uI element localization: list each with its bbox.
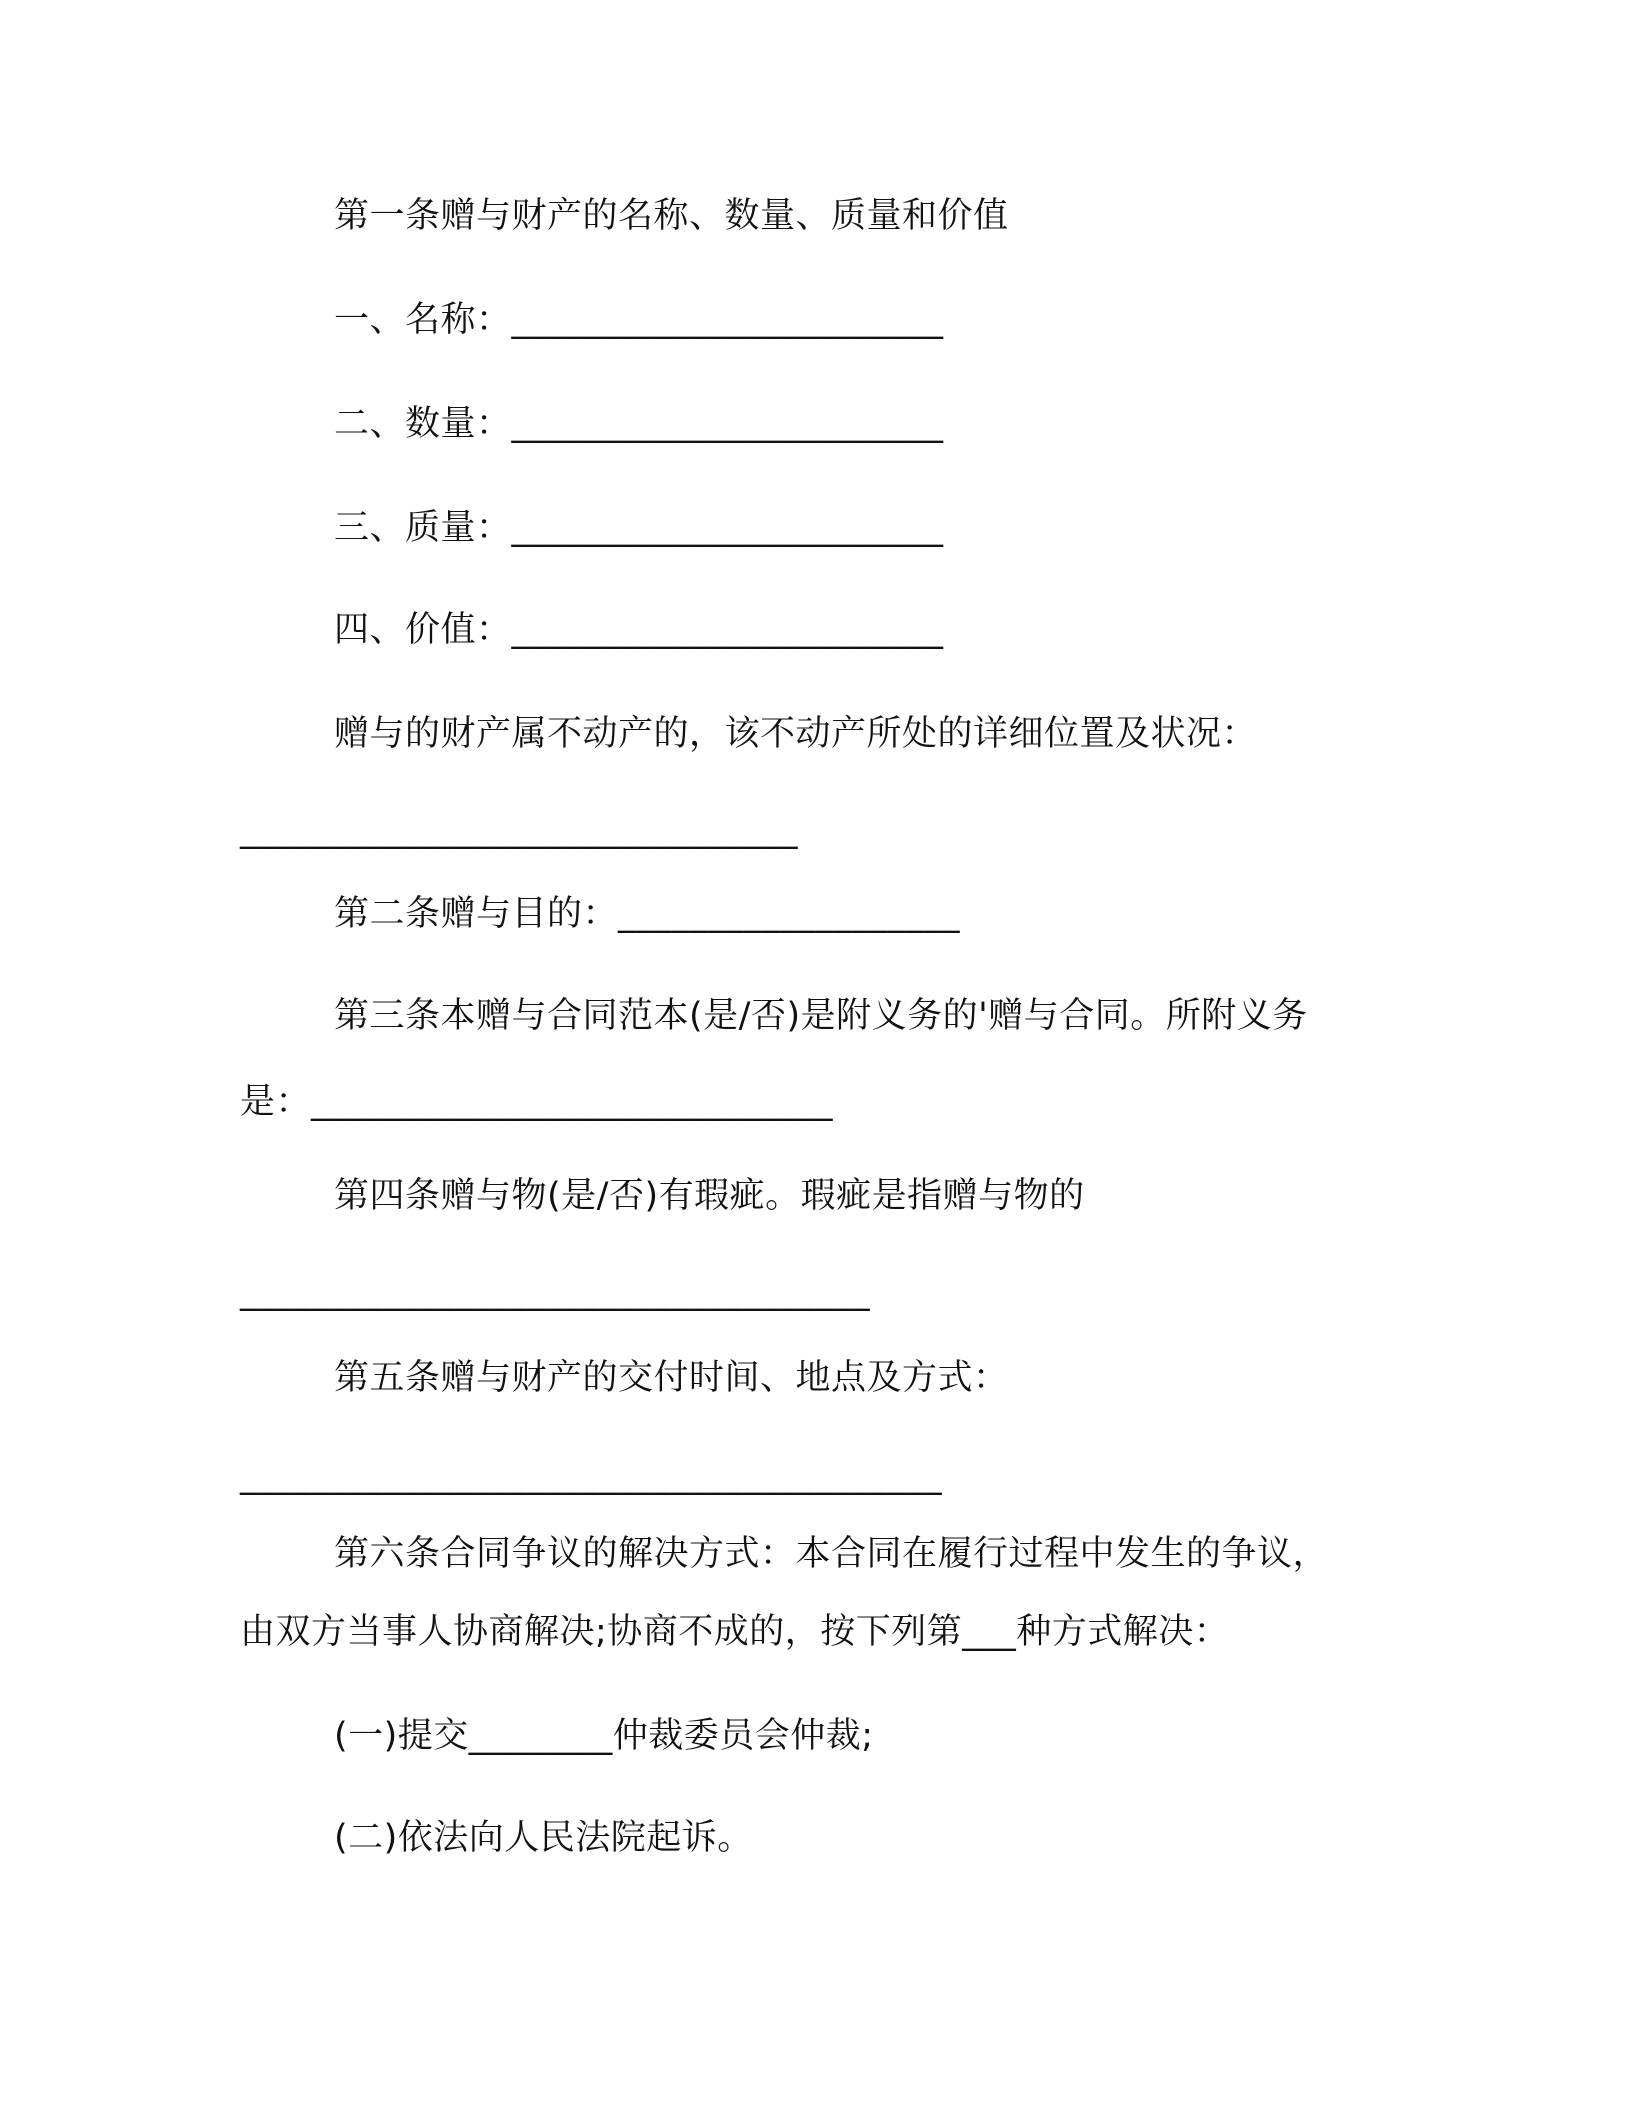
article-5-delivery-blank: _______________________________________ (240, 1456, 942, 1496)
real-estate-description: 赠与的财产属不动产的，该不动产所处的详细位置及状况： (334, 714, 1258, 754)
article-6-dispute: 第六条合同争议的解决方式：本合同在履行过程中发生的争议， (334, 1534, 1329, 1574)
option-arbitration: (一)提交________仲裁委员会仲裁; (334, 1716, 874, 1756)
article-4-defect: 第四条赠与物(是/否)有瑕疵。瑕疵是指赠与物的 (334, 1176, 1085, 1216)
item-quality-line: 三、质量：________________________ (334, 508, 944, 548)
item-name-line: 一、名称：________________________ (334, 300, 944, 340)
article-4-defect-blank: ___________________________________ (240, 1272, 870, 1312)
real-estate-blank: _______________________________ (240, 810, 798, 850)
article-1-heading: 第一条赠与财产的名称、数量、质量和价值 (334, 196, 1009, 236)
article-3-obligation: 第三条本赠与合同范本(是/否)是附义务的'赠与合同。所附义务 (334, 996, 1308, 1036)
article-5-delivery: 第五条赠与财产的交付时间、地点及方式： (334, 1358, 1009, 1398)
article-6-dispute-continued: 由双方当事人协商解决;协商不成的，按下列第___种方式解决： (240, 1612, 1230, 1652)
item-value-line: 四、价值：________________________ (334, 610, 944, 650)
article-2-purpose: 第二条赠与目的：___________________ (334, 894, 961, 934)
article-3-obligation-blank: 是：_____________________________ (240, 1082, 834, 1122)
option-court: (二)依法向人民法院起诉。 (334, 1818, 753, 1858)
item-quantity-line: 二、数量：________________________ (334, 404, 944, 444)
